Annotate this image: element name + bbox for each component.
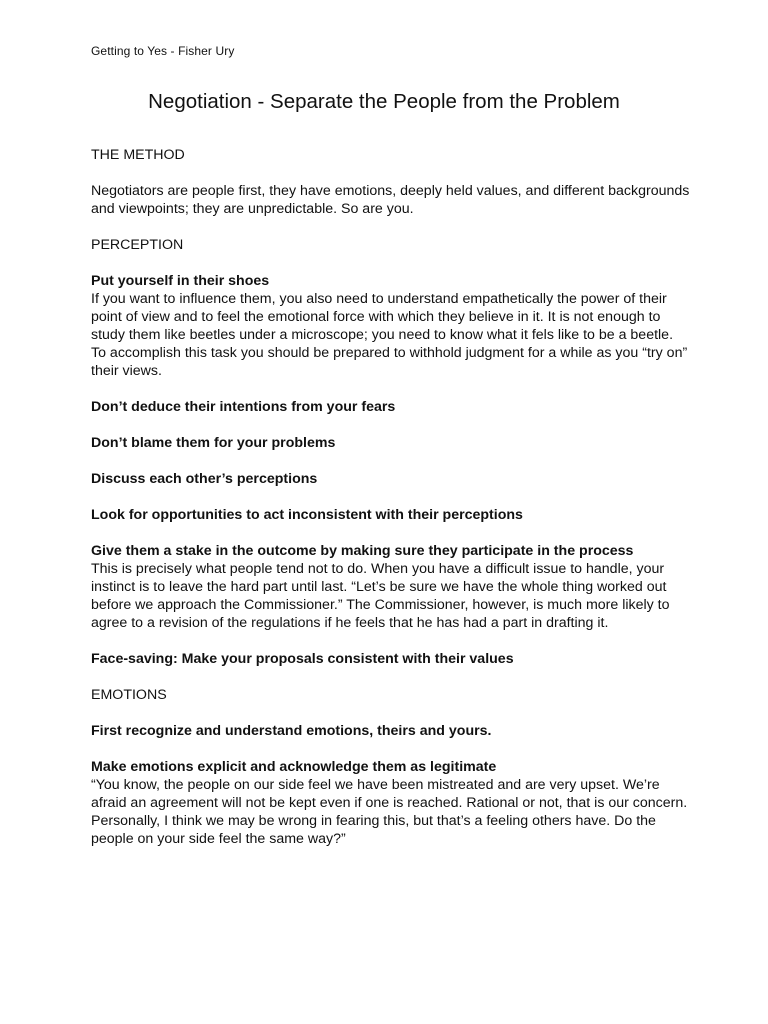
perception-item: [91, 398, 691, 416]
perception-item: [91, 434, 691, 452]
document-body: [91, 146, 691, 866]
perception-item: [91, 470, 691, 488]
perception-item: [91, 650, 691, 668]
emotions-item: [91, 758, 691, 848]
page-title: Negotiation - Separate the People from the Problem: [148, 90, 620, 113]
section-label-emotions: EMOTIONS: [91, 687, 167, 703]
item-heading: Face-saving: Make your proposals consistent with their values: [91, 651, 514, 667]
section-label-perception: PERCEPTION: [91, 237, 184, 253]
item-heading: First recognize and understand emotions, theirs and yours.: [91, 723, 492, 739]
item-text: If you want to influence them, you also need to understand empathetically the power of their point of view and to feel the emotional force with which they believe in it. It is not enough to study them like beetles under a microscope; you need to know what it fels like to be a beetle. To accomplish this task you should be prepared to withhold judgment for a while as you “try on” their views.: [91, 291, 688, 379]
item-heading: Put yourself in their shoes: [91, 273, 270, 289]
item-text: This is precisely what people tend not to do. When you have a difficult issue to handle, your instinct is to leave the hard part until last. “Let’s be sure we have the whole thing worked out before we approach the Commissioner.” The Commissioner, however, is much more likely to agree to a revision of the regulations if he feels that he has had a part in drafting it.: [91, 561, 670, 631]
section-label-method: THE METHOD: [91, 147, 185, 163]
emotions-item: [91, 722, 691, 740]
item-text: “You know, the people on our side feel we have been mistreated and are very upset. We’re afraid an agreement will not be kept even if one is reached. Rational or not, that is our concern. Personally, I think we may be wrong in fearing this, but that’s a feeling others have. Do the people on your side feel the same way?”: [91, 777, 688, 847]
item-heading: Don’t deduce their intentions from your fears: [91, 399, 396, 415]
perception-item: [91, 272, 691, 380]
item-heading: Give them a stake in the outcome by making sure they participate in the process: [91, 543, 634, 559]
perception-item: [91, 542, 691, 632]
header-note: Getting to Yes - Fisher Ury: [91, 44, 235, 58]
item-heading: Look for opportunities to act inconsistent with their perceptions: [91, 507, 523, 523]
method-paragraph: Negotiators are people first, they have emotions, deeply held values, and different backgrounds and viewpoints; they are unpredictable. So are you.: [91, 183, 690, 217]
item-heading: Make emotions explicit and acknowledge them as legitimate: [91, 759, 497, 775]
item-heading: Discuss each other’s perceptions: [91, 471, 318, 487]
perception-item: [91, 506, 691, 524]
item-heading: Don’t blame them for your problems: [91, 435, 336, 451]
